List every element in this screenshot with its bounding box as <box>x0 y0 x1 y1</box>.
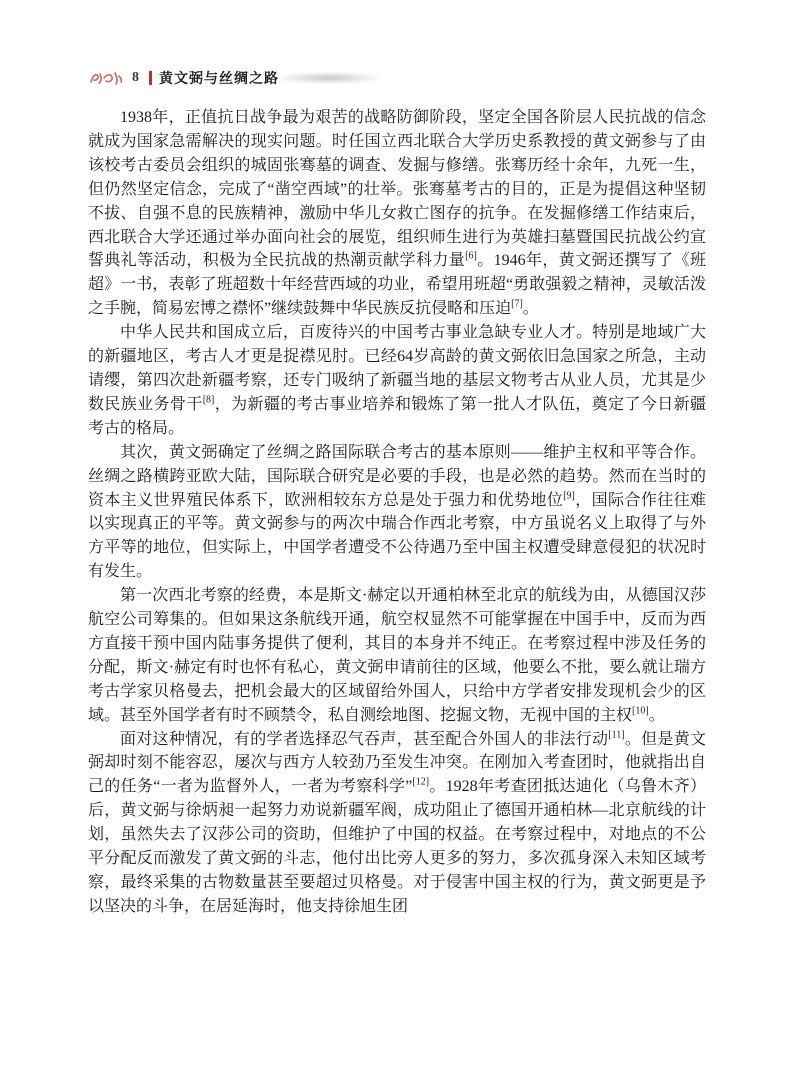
footnote-ref: [7] <box>511 298 523 310</box>
footnote-ref: [8] <box>202 394 215 406</box>
paragraph: 第一次西北考察的经费，本是斯文·赫定以开通柏林至北京的航线为由，从德国汉莎航空公司筹集的。但如果这条航线开通，航空权显然不可能掌握在中国手中，反而为西方直接干预中国内陆事务提供了便利，其目的本身并不纯正。在考察过程中涉及任务的分配，斯文·赫定有时也怀有私心，黄文弼申请前往的区域，他要么不批，要么就让瑞方考古学家贝格曼去，把机会最大的区域留给外国人，只给中方学者安排发现机会少的区域。甚至外国学者有时不顾禁令，私自测绘地图、挖掘文物，无视中国的主权[10]。 <box>88 587 706 724</box>
paragraph: 其次，黄文弼确定了丝绸之路国际联合考古的基本原则——维护主权和平等合作。丝绸之路横跨亚欧大陆，国际联合研究是必要的手段，也是必然的趋势。然而在当时的资本主义世界殖民体系下，欧洲相较东方总是处于强力和优势地位[9]，国际合作往往难以实现真正的平等。黄文弼参与的两次中瑞合作西北考察，中方虽说名义上取得了与外方平等的地位，但实际上，中国学者遭受不公待遇乃至中国主权遭受肆意侵犯的状况时有发生。 <box>88 443 706 581</box>
header-divider <box>149 71 152 85</box>
footnote-ref: [10] <box>632 705 649 717</box>
paragraph: 1938年，正值抗日战争最为艰苦的战略防御阶段，坚定全国各阶层人民抗战的信念就成为国家急需解决的现实问题。时任国立西北联合大学历史系教授的黄文弼参与了由该校考古委员会组织的城固张骞墓的调查、发掘与修缮。张骞历经十余年，九死一生，但仍然坚定信念，完成了“凿空西域”的壮举。张骞墓考古的目的，正是为提倡这种坚韧不拔、自强不息的民族精神，激励中华儿女救亡图存的抗争。在发掘修缮工作结束后，西北联合大学还通过举办面向社会的展览，组织师生进行为英雄扫墓暨国民抗战公约宣誓典礼等活动，积极为全民抗战的热潮贡献学科力量[6]。1946年，黄文弼还撰写了《班超》一书，表彰了班超数十年经营西域的功业，希望用班超“勇敢强毅之精神，灵敏活泼之手腕，简易宏博之襟怀”继续鼓舞中华民族反抗侵略和压迫[7]。 <box>88 109 706 318</box>
footnote-ref: [9] <box>563 490 575 502</box>
ink-brush-decoration <box>281 70 401 86</box>
calligraphy-seal-icon <box>88 69 124 87</box>
paragraph: 中华人民共和国成立后，百废待兴的中国考古事业急缺专业人才。特别是地域广大的新疆地区，考古人才更是捉襟见肘。已经64岁高龄的黄文弼依旧急国家之所急，主动请缨，第四次赴新疆考察，还专门吸纳了新疆当地的基层文物考古从业人员，尤其是少数民族业务骨干[8]，为新疆的考古事业培养和锻炼了第一批人才队伍，奠定了今日新疆考古的格局。 <box>88 324 706 437</box>
footnote-ref: [11] <box>608 729 625 741</box>
page-number: 8 <box>132 70 139 85</box>
footnote-ref: [6] <box>465 251 477 263</box>
paragraph: 面对这种情况，有的学者选择忍气吞声，甚至配合外国人的非法行动[11]。但是黄文弼却时刻不能容忍，屡次与西方人较劲乃至发生冲突。在刚加入考查团时，他就指出自己的任务“一者为监督外人，一者为考察科学”[12]。1928年考查团抵达迪化（乌鲁木齐）后，黄文弼与徐炳昶一起努力劝说新疆军阀，成功阻止了德国开通柏林—北京航线的计划，虽然失去了汉莎公司的资助，但维护了中国的权益。在考察过程中，对地点的不公平分配反而激发了黄文弼的斗志，他付出比旁人更多的努力，多次孤身深入未知区域考察，最终采集的古物数量甚至要超过贝格曼。对于侵害中国主权的行为，黄文弼更是予以坚决的斗争，在居延海时，他支持徐旭生团 <box>88 729 706 915</box>
footnote-ref: [12] <box>412 777 430 789</box>
article-body <box>88 106 706 919</box>
page-header <box>88 68 705 88</box>
book-title: 黄文弼与丝绸之路 <box>159 72 279 87</box>
